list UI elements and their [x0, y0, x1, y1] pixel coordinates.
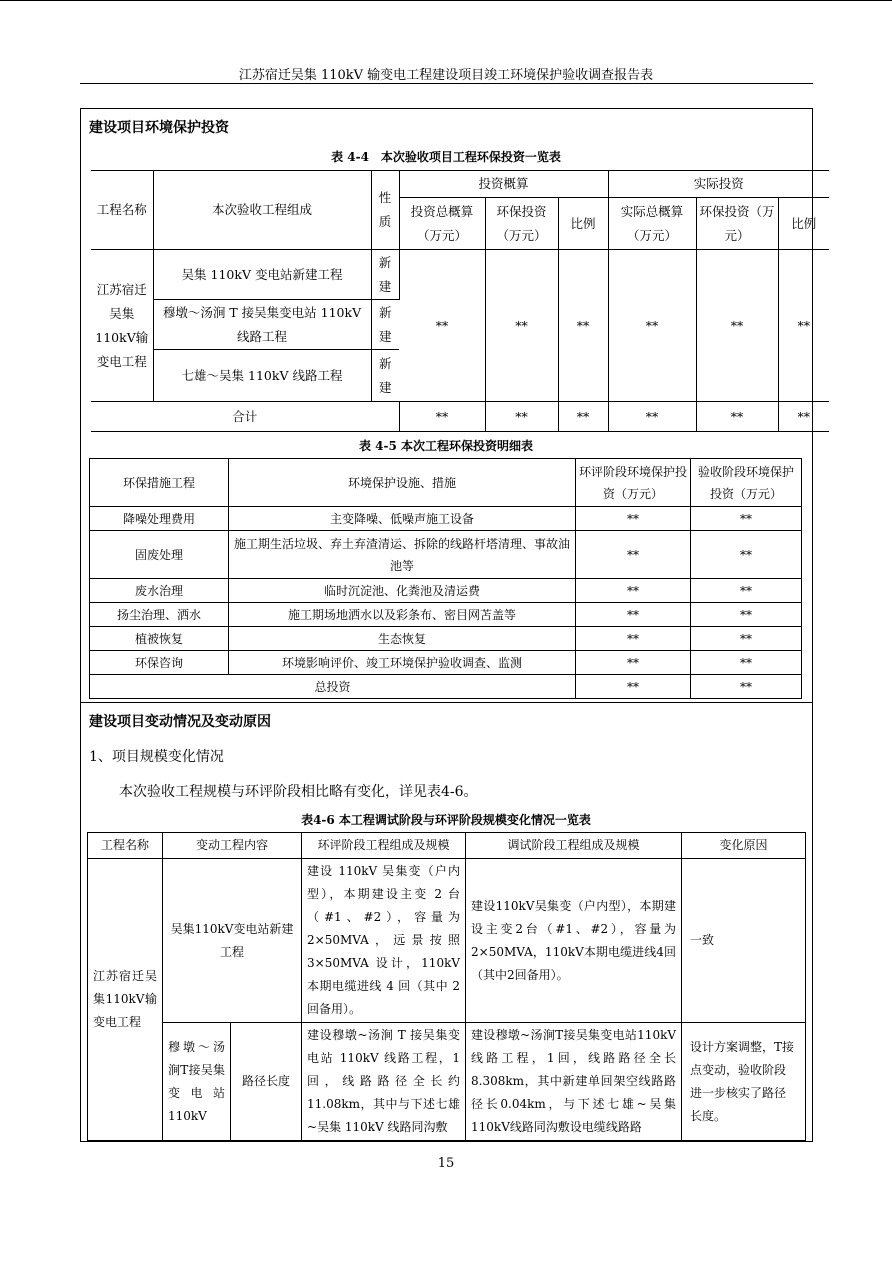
t45-facility: 主变降噪、低噪声施工设备	[229, 507, 576, 531]
t45-header-measure: 环保措施工程	[90, 459, 229, 507]
page-top-rule	[0, 0, 892, 1]
table-4-4-caption: 表 4-4 本次验收项目工程环保投资一览表	[331, 150, 561, 164]
page-header-title: 江苏宿迁吴集 110kV 输变电工程建设项目竣工环境保护验收调查报告表	[238, 68, 654, 83]
t45-eia-value: **	[576, 531, 691, 579]
t44-header-ratio-estimate: 比例	[558, 198, 608, 250]
table-4-5-caption: 表 4-5 本次工程环保投资明细表	[358, 439, 534, 453]
t46-change-subitem: 路径长度	[231, 1023, 302, 1141]
t46-test-scale: 建设110kV吴集变（户内型），本期建设主变2台（#1、#2），容量为2×50MVA，110kV本期电缆进线4回（其中2回备用）。	[466, 859, 682, 1023]
section-divider	[80, 702, 813, 703]
t44-total-label: 合计	[91, 402, 399, 432]
table-4-4	[91, 170, 829, 432]
t45-accept-value: **	[691, 651, 802, 675]
t44-item-nature: 新建	[371, 350, 399, 402]
page-number: 15	[437, 1156, 455, 1171]
t44-item-nature: 新建	[371, 250, 399, 300]
t44-header-env-actual: 环保投资（万元）	[696, 198, 778, 250]
t44-header-nature: 性质	[371, 171, 399, 250]
t45-accept-value: **	[691, 531, 802, 579]
t44-total-value: **	[778, 402, 829, 432]
scale-paragraph: 本次验收工程规模与环评阶段相比略有变化，详见表4-6。	[119, 784, 478, 800]
t45-total-eia: **	[576, 675, 691, 699]
t45-measure: 扬尘治理、洒水	[90, 603, 229, 627]
t45-accept-value: **	[691, 627, 802, 651]
t44-total-value: **	[696, 402, 778, 432]
table-4-5	[89, 458, 802, 699]
t44-value: **	[778, 250, 829, 402]
t44-value: **	[608, 250, 696, 402]
t45-total-accept: **	[691, 675, 802, 699]
t45-accept-value: **	[691, 507, 802, 531]
t45-eia-value: **	[576, 579, 691, 603]
t46-header-eia: 环评阶段工程组成及规模	[302, 833, 466, 859]
t45-accept-value: **	[691, 579, 802, 603]
t44-total-value: **	[608, 402, 696, 432]
t45-facility: 施工期场地洒水以及彩条布、密目网苫盖等	[229, 603, 576, 627]
t45-accept-value: **	[691, 603, 802, 627]
t44-header-composition: 本次验收工程组成	[153, 171, 371, 250]
t45-facility: 生态恢复	[229, 627, 576, 651]
t44-header-estimate: 投资概算	[399, 171, 608, 198]
t45-measure: 植被恢复	[90, 627, 229, 651]
t44-total-value: **	[485, 402, 558, 432]
t45-header-eia: 环评阶段环境保护投资（万元）	[576, 459, 691, 507]
t44-item-name: 七雄～吴集 110kV 线路工程	[153, 350, 371, 402]
t44-total-value: **	[399, 402, 485, 432]
t46-header-reason: 变化原因	[682, 833, 806, 859]
t45-measure: 环保咨询	[90, 651, 229, 675]
t46-change-content: 吴集110kV变电站新建工程	[163, 859, 302, 1023]
t46-header-project: 工程名称	[88, 833, 163, 859]
t46-test-scale: 建设穆墩~汤涧T接吴集变电站110kV线路工程，1回，线路路径全长8.308km，其中新建单回架空线路路径长0.04km，与下述七雄~吴集110kV线路同沟敷设电缆线路路	[466, 1023, 682, 1141]
t44-value: **	[485, 250, 558, 402]
t45-eia-value: **	[576, 507, 691, 531]
table-4-6-caption: 表4-6 本工程调试阶段与环评阶段规模变化情况一览表	[301, 813, 591, 827]
t45-facility: 环境影响评价、竣工环境保护验收调查、监测	[229, 651, 576, 675]
t44-header-env-estimate: 环保投资（万元）	[485, 198, 558, 250]
t45-measure: 降噪处理费用	[90, 507, 229, 531]
section-title-env-investment: 建设项目环境保护投资	[89, 120, 229, 136]
t46-change-content: 穆墩～汤涧T接吴集变电站110kV	[163, 1023, 231, 1141]
t46-header-content: 变动工程内容	[163, 833, 302, 859]
t44-item-name: 穆墩～汤涧 T 接吴集变电站 110kV 线路工程	[153, 300, 371, 350]
t46-eia-scale: 建设穆墩~汤涧 T 接吴集变电站 110kV 线路工程，1 回，线路路径全长约 11.08km，其中与下述七雄~吴集 110kV 线路同沟敷	[302, 1023, 466, 1141]
t46-change-reason: 设计方案调整，T接点变动，验收阶段进一步核实了路径长度。	[682, 1023, 806, 1141]
t44-item-name: 吴集 110kV 变电站新建工程	[153, 250, 371, 300]
t45-total-label: 总投资	[90, 675, 576, 699]
t45-eia-value: **	[576, 627, 691, 651]
t44-project-name: 江苏宿迁吴集110kV输变电工程	[91, 250, 153, 402]
t46-eia-scale: 建设 110kV 吴集变（户内型），本期建设主变 2 台（#1、#2），容量为 2×50MVA，远景按照 3×50MVA 设计，110kV 本期电缆进线 4 回（其中 2 回备用）。	[302, 859, 466, 1023]
t44-value: **	[696, 250, 778, 402]
t45-facility: 临时沉淀池、化粪池及清运费	[229, 579, 576, 603]
t44-header-total-actual: 实际总概算（万元）	[608, 198, 696, 250]
header-rule	[80, 83, 813, 84]
t45-header-accept: 验收阶段环境保护投资（万元）	[691, 459, 802, 507]
table-4-6	[87, 832, 806, 1141]
t44-item-nature: 新建	[371, 300, 399, 350]
t46-change-reason: 一致	[682, 859, 806, 1023]
t45-eia-value: **	[576, 651, 691, 675]
subsection-title-scale: 1、项目规模变化情况	[89, 749, 224, 765]
t46-header-test: 调试阶段工程组成及规模	[466, 833, 682, 859]
t44-header-total-estimate: 投资总概算（万元）	[399, 198, 485, 250]
t45-measure: 固废处理	[90, 531, 229, 579]
t44-value: **	[558, 250, 608, 402]
t44-header-actual: 实际投资	[608, 171, 829, 198]
t44-header-ratio-actual: 比例	[778, 198, 829, 250]
t44-value: **	[399, 250, 485, 402]
t45-header-facility: 环境保护设施、措施	[229, 459, 576, 507]
t46-project-name: 江苏宿迁吴集110kV输变电工程	[88, 859, 163, 1141]
t44-total-value: **	[558, 402, 608, 432]
section-title-changes: 建设项目变动情况及变动原因	[89, 714, 271, 730]
t45-eia-value: **	[576, 603, 691, 627]
t45-measure: 废水治理	[90, 579, 229, 603]
t45-facility: 施工期生活垃圾、弃土弃渣清运、拆除的线路杆塔清理、事故油池等	[229, 531, 576, 579]
t44-header-project: 工程名称	[91, 171, 153, 250]
